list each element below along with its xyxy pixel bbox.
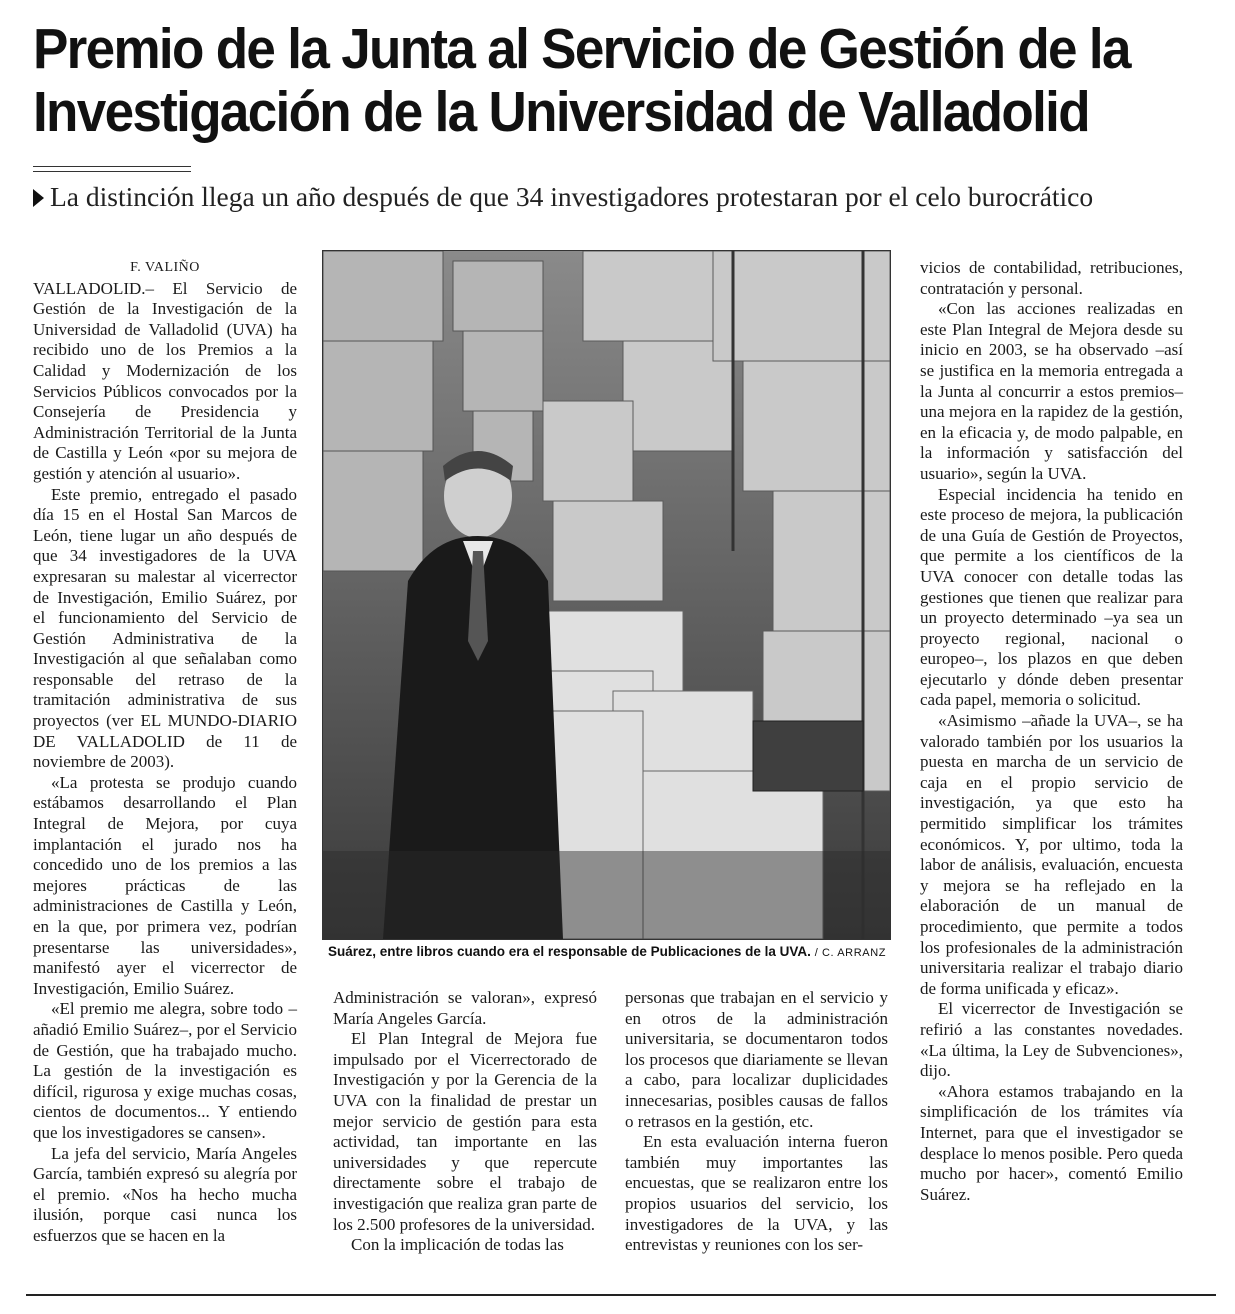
column-4: [920, 258, 1183, 1205]
photo-illustration: [323, 251, 890, 939]
column-3: [625, 988, 888, 1256]
article-photo: [322, 250, 891, 940]
triangle-bullet-icon: [33, 189, 44, 207]
divider-rule: [33, 171, 191, 172]
paragraph: «El premio me alegra, sobre todo –añadió Emilio Suárez–, por el Servicio de Gestión, que ha trabajado mucho. La gestión de la investigación es difícil, rigurosa y exige muchas cosas, cientos de documentos... Y entiendo que los investigadores se cansen».: [33, 999, 297, 1142]
paragraph: «La protesta se produjo cuando estábamos desarrollando el Plan Integral de Mejora, por cuya implantación el jurado nos ha concedido uno de los premios a las mejores prácticas de las administraciones de Castilla y León, en la que, por primera vez, podrían presentarse las universidades», manifestó ayer el vicerrector de Investigación, Emilio Suárez.: [33, 772, 297, 998]
paragraph: El Plan Integral de Mejora fue impulsado por el Vicerrectorado de Investigación y por la Gerencia de la UVA con la finalidad de prestar un mejor servicio de gestión para esta actividad, tan importante en las universidades y que repercute directamente sobre el trabajo de investigación que realiza gran parte de los 2.500 profesores de la universidad.: [333, 1029, 597, 1234]
subheadline-text: La distinción llega un año después de que 34 investigadores protestaran por el celo burocrático: [50, 181, 1094, 212]
paragraph: La jefa del servicio, María Angeles García, también expresó su alegría por el premio. «Nos ha hecho mucha ilusión, porque casi nunca los esfuerzos que se hacen en la: [33, 1143, 297, 1245]
photo-credit: / C. ARRANZ: [814, 947, 887, 959]
bottom-divider: [26, 1294, 1216, 1296]
paragraph: Este premio, entregado el pasado día 15 en el Hostal San Marcos de León, tiene lugar un año después de que 34 investigadores de la UVA expresaran su malestar al vicerrector de Investigación, Emilio Suárez, por el funcionamiento del Servicio de Gestión Administrativa de la Investigación al que señalaban como responsable del retraso de la tramitación administrativa de sus proyectos (ver EL MUNDO-DIARIO DE VALLADOLID de 11 de noviembre de 2003).: [33, 484, 297, 772]
paragraph: Especial incidencia ha tenido en este proceso de mejora, la publicación de una Guía de Gestión de Proyectos, que permite a los científicos de la UVA conocer con detalle todas las gestiones que tienen que realizar para un proyecto determinado –ya sea un proyecto regional, nacional o europeo–, los plazos en que deben ejecutarlo y dónde deben presentar cada papel, memoria o solicitud.: [920, 484, 1183, 710]
paragraph: «Asimismo –añade la UVA–, se ha valorado también por los usuarios la puesta en marcha de un servicio de caja en el propio servicio de investigación, ya que esto ha permitido simplificar los trámites económicos. Y, por ultimo, toda la labor de análisis, evaluación, encuesta y mejora se ha reflejado en la elaboración de un manual de procedimiento, que permite a todos los profesionales de la administración universitaria realizar el trabajo diario de forma unificada y eficaz».: [920, 711, 1183, 998]
caption-text: Suárez, entre libros cuando era el responsable de Publicaciones de la UVA.: [328, 944, 811, 959]
subheadline: [33, 180, 1213, 214]
paragraph: VALLADOLID.– El Servicio de Gestión de la Investigación de la Universidad de Valladolid (UVA) ha recibido uno de los Premios a la Calidad y Modernización de los Servicios Públicos convocados por la Consejería de Presidencia y Administración Territorial de la Junta de Castilla y León «por su mejora de gestión y atención al usuario».: [33, 278, 297, 483]
paragraph: personas que trabajan en el servicio y en otros de la administración universitaria, se documentaron todos los procesos que diariamente se llevan a cabo, para localizar duplicidades innecesarias, posibles causas de fallos o retrasos en la gestión, etc.: [625, 988, 888, 1131]
paragraph: «Con las acciones realizadas en este Plan Integral de Mejora desde su inicio en 2003, se ha observado –así se justifica en la memoria entregada a la Junta al concurrir a estos premios– una mejora en la rapidez de la gestión, en la eficacia y, de modo palpable, en la información y satisfacción del usuario», según la UVA.: [920, 299, 1183, 483]
column-1: [33, 258, 297, 1247]
headline-line-1: Premio de la Junta al Servicio de Gestión de la: [33, 17, 1130, 81]
paragraph: «Ahora estamos trabajando en la simplificación de los trámites vía Internet, para que el investigador se desplace lo menos posible. Pero queda mucho por hacer», comentó Emilio Suárez.: [920, 1081, 1183, 1204]
divider-rule: [33, 166, 191, 167]
headline: [33, 18, 1130, 144]
paragraph: Con la implicación de todas las: [351, 1235, 564, 1255]
headline-line-2: Investigación de la Universidad de Valladolid: [33, 80, 1089, 144]
paragraph: El vicerrector de Investigación se refirió a las constantes novedades. «La última, la Ley de Subvenciones», dijo.: [920, 999, 1183, 1081]
paragraph: Administración se valoran», expresó María Angeles García.: [333, 988, 597, 1028]
byline: F. VALIÑO: [130, 260, 200, 275]
paragraph: vicios de contabilidad, retribuciones, contratación y personal.: [920, 258, 1183, 298]
column-2: [333, 988, 597, 1256]
photo-caption: [328, 944, 892, 959]
paragraph: En esta evaluación interna fueron también muy importantes las encuestas, que se realizaron entre los propios usuarios del servicio, los investigadores de la UVA, y las entrevistas y reuniones con los ser-: [625, 1132, 888, 1255]
